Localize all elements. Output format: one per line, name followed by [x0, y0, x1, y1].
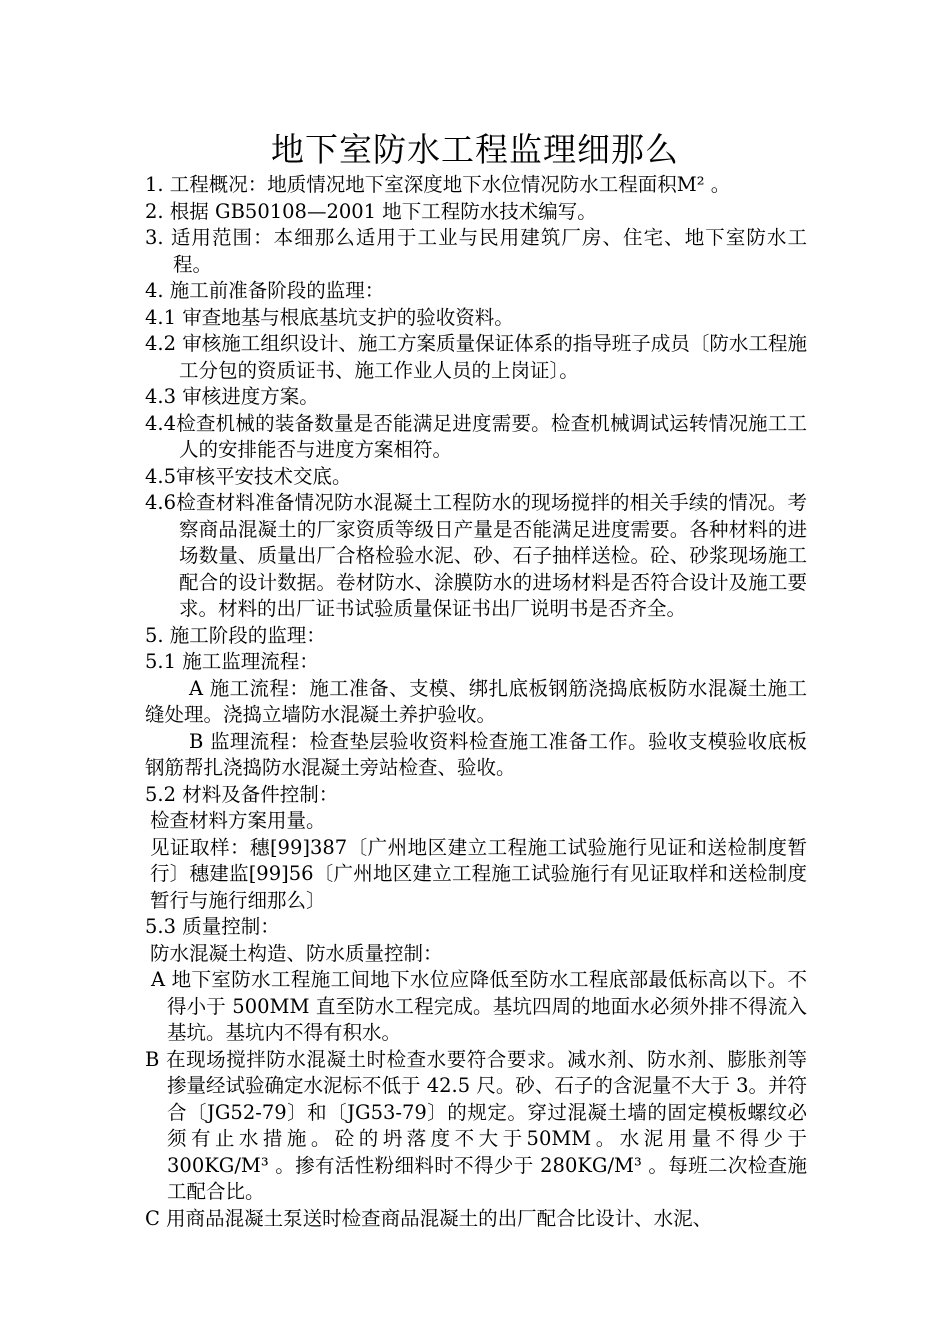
paragraph-5-2: 5.2 材料及备件控制： — [145, 782, 339, 806]
paragraph-5-1-b: B 监理流程：检查垫层验收资料检查施工准备工作。验收支模验收底板钢筋帮扎浇捣防水混凝土旁站检查、验收。 — [145, 729, 807, 779]
paragraph-5: 5. 施工阶段的监理： — [145, 623, 326, 647]
paragraph-4: 4. 施工前准备阶段的监理： — [145, 279, 385, 302]
document-body — [145, 172, 807, 1232]
paragraph-5-2-check: 检查材料方案用量。 — [150, 809, 326, 832]
paragraph-4-1: 4.1 审查地基与根底基坑支护的验收资料。 — [145, 305, 514, 329]
paragraph-1: 1. 工程概况：地质情况地下室深度地下水位情况防水工程面积M² 。 — [145, 173, 731, 196]
paragraph-5-1-a: A 施工流程：施工准备、支模、绑扎底板钢筋浇捣底板防水混凝土施工缝处理。浇捣立墙防水混凝土养护验收。 — [145, 676, 807, 726]
paragraph-3: 3. 适用范围：本细那么适用于工业与民用建筑厂房、住宅、地下室防水工程。 — [145, 226, 807, 276]
paragraph-4-5: 4.5审核平安技术交底。 — [145, 464, 352, 488]
paragraph-5-3-c: C 用商品混凝土泵送时检查商品混凝土的出厂配合比设计、水泥、 — [145, 1206, 713, 1230]
paragraph-5-3-a: A 地下室防水工程施工间地下水位应降低至防水工程底部最低标高以下。不得小于 500MM 直至防水工程完成。基坑四周的地面水必须外排不得流入基坑。基坑内不得有积水。 — [151, 968, 807, 1044]
paragraph-5-1: 5.1 施工监理流程： — [145, 650, 319, 673]
paragraph-4-2: 4.2 审核施工组织设计、施工方案质量保证体系的指导班子成员〔防水工程施工分包的资质证书、施工作业人员的上岗证〕。 — [145, 332, 807, 382]
paragraph-4-6: 4.6检查材料准备情况防水混凝土工程防水的现场搅拌的相关手续的情况。考察商品混凝土的厂家资质等级日产量是否能满足进度需要。各种材料的进场数量、质量出厂合格检验水泥、砂、石子抽样送检。砼、砂浆现场施工配合的设计数据。卷材防水、涂膜防水的进场材料是否符合设计及施工要求。材料的出厂证书试验质量保证书出厂说明书是否齐全。 — [145, 491, 807, 620]
paragraph-5-3: 5.3 质量控制： — [145, 915, 280, 938]
paragraph-2: 2. 根据 GB50108—2001 地下工程防水技术编写。 — [145, 199, 597, 223]
paragraph-4-4: 4.4检查机械的装备数量是否能满足进度需要。检查机械调试运转情况施工工人的安排能否与进度方案相符。 — [145, 411, 807, 461]
document-title: 地下室防水工程监理细那么 — [271, 130, 679, 169]
paragraph-5-3-subtitle: 防水混凝土构造、防水质量控制： — [150, 941, 443, 965]
paragraph-5-3-b: B 在现场搅拌防水混凝土时检查水要符合要求。减水剂、防水剂、膨胀剂等掺量经试验确定水泥标不低于 42.5 尺。砂、石子的含泥量不大于 3。并符合〔JG52-79〕和〔JG53-79〕的规定。穿过混凝土墙的固定模板螺纹必须有止水措施。砼的坍落度不大于50MM。水泥用量不得少于 300KG/M³ 。掺有活性粉细料时不得少于 280KG/M³ 。每班二次检查施工配合比。 — [145, 1047, 807, 1203]
paragraph-5-2-sampling: 见证取样：穗[99]387〔广州地区建立工程施工试验施行见证和送检制度暂行〕穗建监[99]56〔广州地区建立工程施工试验施行有见证取样和送检制度暂行与施行细那么〕 — [150, 835, 807, 912]
paragraph-4-3: 4.3 审核进度方案。 — [145, 385, 319, 408]
